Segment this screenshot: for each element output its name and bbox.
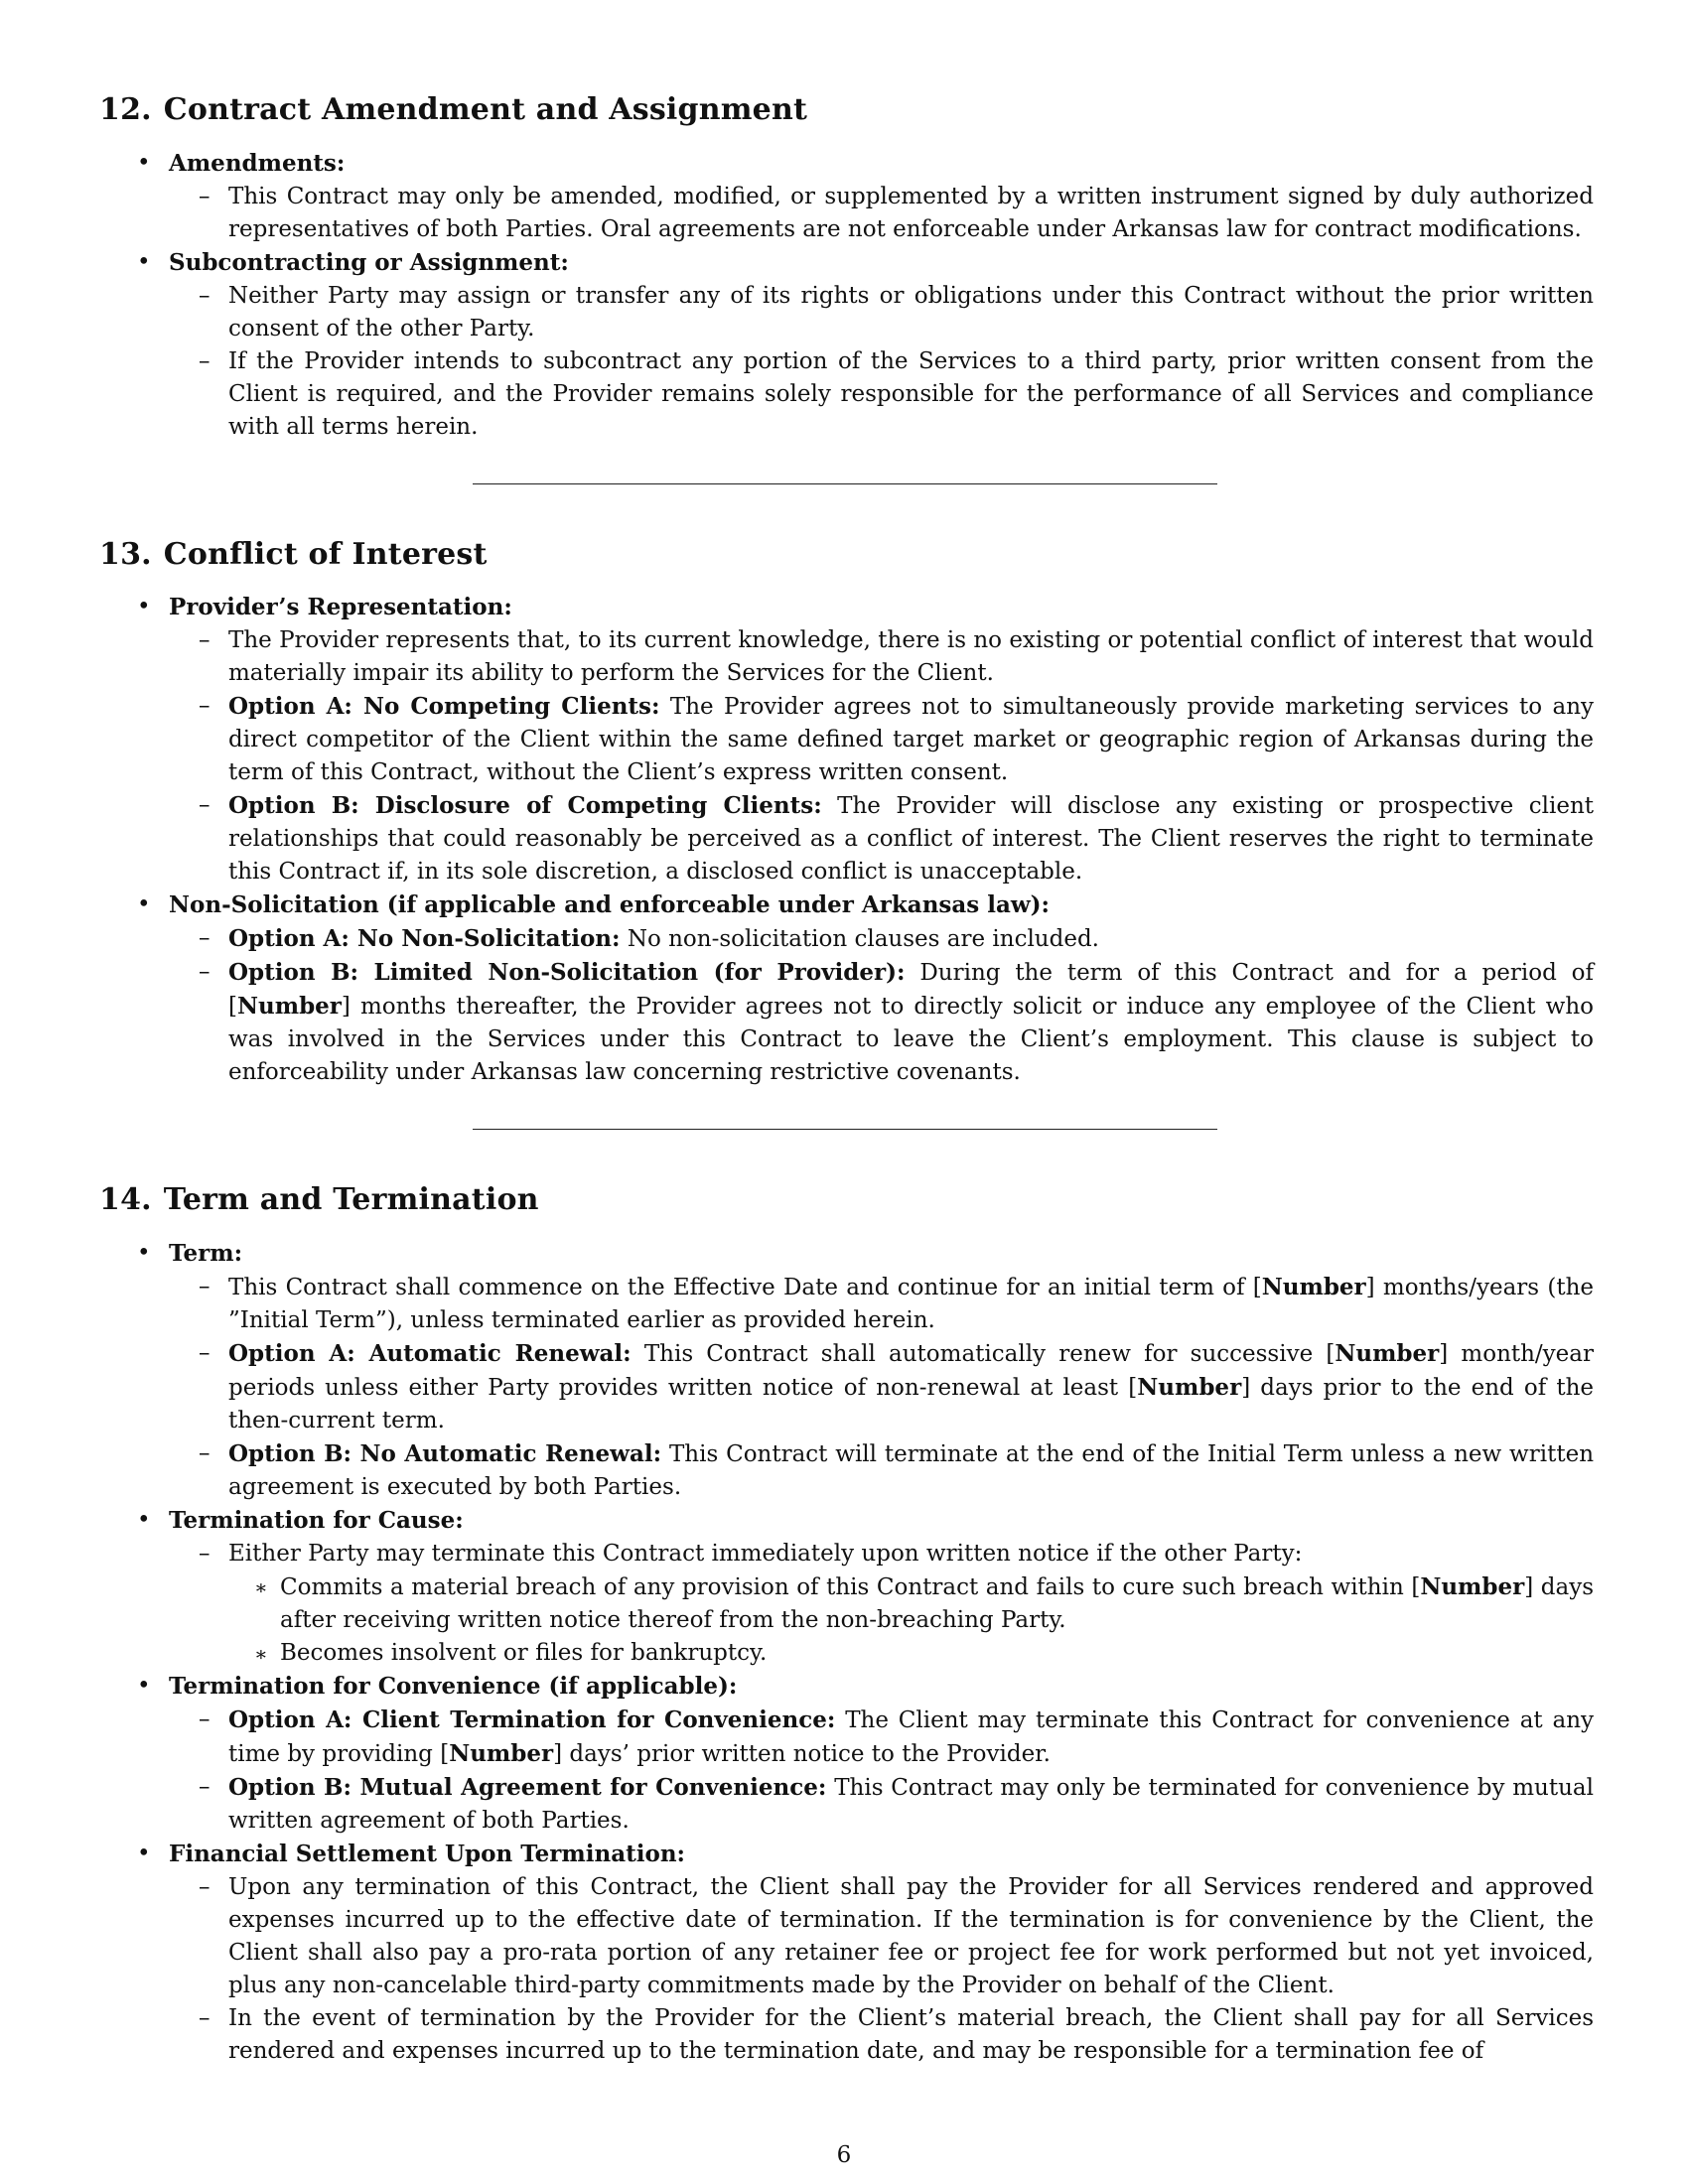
- section-heading: 12. Contract Amendment and Assignment: [99, 92, 808, 127]
- list-subitem: – If the Provider intends to subcontract any portion of the Services to a third party, prior written consent from the Client is required, and the Provider remains solely responsible for the performance of all Services and compliance with all terms herein.: [199, 347, 1594, 440]
- list-subitem: – Upon any termination of this Contract, the Client shall pay the Provider for all Services rendered and approved expenses incurred up to the effective date of termination. If the termination is for convenience by the Client, the Client shall also pay a pro-rata portion of any retainer fee or project fee for work performed but not yet invoiced, plus any non-cancelable third-party commitments made by the Provider on behalf of the Client.: [199, 1873, 1594, 1998]
- section-heading: 14. Term and Termination: [99, 1182, 539, 1217]
- section-12: [99, 91, 1594, 444]
- list-subitem: – Either Party may terminate this Contract immediately upon written notice if the other Party: ∗ Commits a material breach of any provision of this Contract and fails to cure such breach within [Number] days after receiving written notice thereof from the non-breaching Party. ∗ Becomes insolvent or files for bankruptcy.: [169, 1538, 1594, 1670]
- list-subitem: – Option B: Mutual Agreement for Convenience: This Contract may only be terminated for convenience by mutual written agreement of both Parties.: [199, 1773, 1594, 1834]
- list-item: • Financial Settlement Upon Termination: – Upon any termination of this Contract, the Client shall pay the Provider for all Services rendered and approved expenses incurred up to the effective date of termination. If the termination is for convenience by the Client, the Client shall also pay a pro-rata portion of any retainer fee or project fee for work performed but not yet invoiced, plus any non-cancelable third-party commitments made by the Provider on behalf of the Client. – In the event of termination by the Provider for the Client’s material breach, the Client shall pay for all Services rendered and expenses incurred up to the termination date, and may be responsible for a termination fee of: [99, 1838, 1594, 2068]
- section-14: [99, 1181, 1594, 2068]
- list-item: • Termination for Convenience (if applicable): – Option A: Client Termination for Convenience: The Client may terminate this Contract for convenience at any time by providing [Number] days’ prior written notice to the Provider. – Option B: Mutual Agreement for Convenience: This Contract may only be terminated for convenience by mutual written agreement of both Parties.: [99, 1670, 1594, 1838]
- list-subitem: – The Provider represents that, to its current knowledge, there is no existing or potential conflict of interest that would materially impair its ability to perform the Services for the Client.: [199, 627, 1594, 686]
- list-item: • Termination for Cause: – Either Party may terminate this Contract immediately upon written notice if the other Party: ∗ Commits a material breach of any provision of this Contract and fails to cure such breach within [Number] days after receiving written notice thereof from the non-breaching Party. ∗ Becomes insolvent or files for bankruptcy.: [99, 1504, 1594, 1670]
- list-subsubitem: ∗ Commits a material breach of any provision of this Contract and fails to cure such breach within [Number] days after receiving written notice thereof from the non-breaching Party.: [254, 1572, 1594, 1633]
- list-subitem: – Option A: No Competing Clients: The Provider agrees not to simultaneously provide marketing services to any direct competitor of the Client within the same defined target market or geographic region of Arkansas during the term of this Contract, without the Client’s express written consent.: [199, 693, 1595, 785]
- list-subitem: – Option B: Disclosure of Competing Clients: The Provider will disclose any existing or prospective client relationships that could reasonably be perceived as a conflict of interest. The Client reserves the right to terminate this Contract if, in its sole discretion, a disclosed conflict is unacceptable.: [199, 792, 1595, 885]
- list-subitem: – Option B: No Automatic Renewal: This Contract will terminate at the end of the Initial Term unless a new written agreement is executed by both Parties.: [199, 1439, 1595, 1500]
- list-subsubitem: ∗ Becomes insolvent or files for bankruptcy.: [254, 1639, 768, 1666]
- list-item: • Non-Solicitation (if applicable and enforceable under Arkansas law): – Option A: No Non-Solicitation: No non-solicitation clauses are included. – Option B: Limited Non-Solicitation (for Provider): During the term of this Contract and for a period of [Number] months thereafter, the Provider agrees not to directly solicit or induce any employee of the Client who was involved in the Services under this Contract to leave the Client’s employment. This clause is subject to enforceability under Arkansas law concerning restrictive covenants.: [99, 888, 1594, 1089]
- list-subitem: – Option B: Limited Non-Solicitation (for Provider): During the term of this Contract and for a period of [Number] months thereafter, the Provider agrees not to directly solicit or induce any employee of the Client who was involved in the Services under this Contract to leave the Client’s employment. This clause is subject to enforceability under Arkansas law concerning restrictive covenants.: [199, 959, 1594, 1085]
- list-subitem: – Neither Party may assign or transfer any of its rights or obligations under this Contract without the prior written consent of the other Party.: [199, 282, 1594, 341]
- list-subitem: – Option A: Client Termination for Convenience: The Client may terminate this Contract for convenience at any time by providing [Number] days’ prior written notice to the Provider.: [199, 1706, 1595, 1767]
- list-item: • Amendments: – This Contract may only be amended, modified, or supplemented by a written instrument signed by duly authorized representatives of both Parties. Oral agreements are not enforceable under Arkansas law for contract modifications.: [99, 147, 1594, 246]
- list-subitem: – Option A: No Non-Solicitation: No non-solicitation clauses are included.: [199, 925, 1099, 952]
- document-page: [99, 91, 1594, 2068]
- section-heading: 13. Conflict of Interest: [99, 536, 488, 572]
- section-divider: [473, 1129, 1217, 1130]
- list-item: • Term: – This Contract shall commence on the Effective Date and continue for an initial term of [Number] months/years (the ”Initial Term”), unless terminated earlier as provided herein. – Option A: Automatic Renewal: This Contract shall automatically renew for successive [Number] month/year periods unless either Party provides written notice of non-renewal at least [Number] days prior to the end of the then-current term. – Option B: No Automatic Renewal: This Contract will terminate at the end of the Initial Term unless a new written agreement is executed by both Parties.: [99, 1237, 1594, 1504]
- list-subitem: – In the event of termination by the Provider for the Client’s material breach, the Client shall pay for all Services rendered and expenses incurred up to the termination date, and may be responsible for a termination fee of: [199, 2004, 1594, 2064]
- section-13: [99, 536, 1594, 1090]
- section-divider: [473, 483, 1217, 484]
- list-item: • Provider’s Representation: – The Provider represents that, to its current knowledge, there is no existing or potential conflict of interest that would materially impair its ability to perform the Services for the Client. – Option A: No Competing Clients: The Provider agrees not to simultaneously provide marketing services to any direct competitor of the Client within the same defined target market or geographic region of Arkansas during the term of this Contract, without the Client’s express written consent. – Option B: Disclosure of Competing Clients: The Provider will disclose any existing or prospective client relationships that could reasonably be perceived as a conflict of interest. The Client reserves the right to terminate this Contract if, in its sole discretion, a disclosed conflict is unacceptable.: [99, 591, 1594, 888]
- list-subitem: – Option A: Automatic Renewal: This Contract shall automatically renew for successive [Number] month/year periods unless either Party provides written notice of non-renewal at least [Number] days prior to the end of the then-current term.: [199, 1339, 1594, 1433]
- list-item: • Subcontracting or Assignment: – Neither Party may assign or transfer any of its rights or obligations under this Contract without the prior written consent of the other Party. – If the Provider intends to subcontract any portion of the Services to a third party, prior written consent from the Client is required, and the Provider remains solely responsible for the performance of all Services and compliance with all terms herein.: [99, 246, 1594, 444]
- page-number: 6: [836, 2142, 852, 2168]
- list-subitem: – This Contract may only be amended, modified, or supplemented by a written instrument signed by duly authorized representatives of both Parties. Oral agreements are not enforceable under Arkansas law for contract modifications.: [199, 183, 1594, 242]
- list-subitem: – This Contract shall commence on the Effective Date and continue for an initial term of [Number] months/years (the ”Initial Term”), unless terminated earlier as provided herein.: [199, 1273, 1594, 1333]
